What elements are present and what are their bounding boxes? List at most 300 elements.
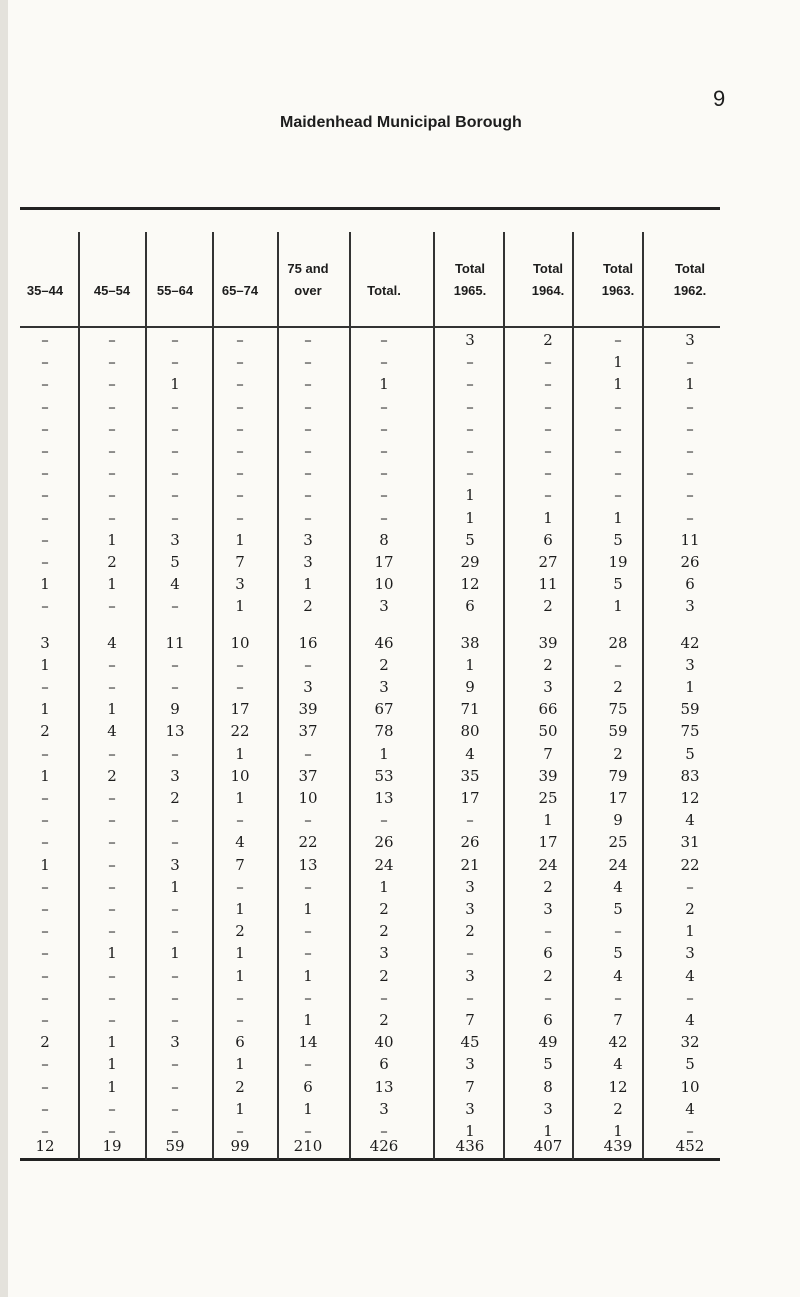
- table-cell: 1: [685, 922, 695, 941]
- table-cell: 1: [170, 944, 180, 963]
- table-cell: –: [304, 397, 312, 416]
- table-cell: 5: [613, 944, 623, 963]
- table-cell: 1: [543, 811, 553, 830]
- table-cell: 4: [613, 877, 623, 896]
- table-cell: –: [380, 508, 388, 527]
- table-cell: –: [108, 655, 116, 674]
- table-cell: 12: [460, 575, 480, 594]
- table-cell: –: [108, 900, 116, 918]
- table-cell: –: [304, 419, 312, 438]
- table-cell: 1: [107, 575, 117, 594]
- table-cell: 3: [465, 966, 475, 985]
- table-cell: 78: [374, 722, 394, 741]
- table-cell: –: [304, 744, 312, 763]
- table-cell: 4: [107, 633, 117, 652]
- table-cell: 3: [170, 1033, 180, 1052]
- table-cell: 2: [379, 655, 389, 674]
- table-cell: –: [171, 486, 179, 505]
- table-cell: –: [108, 597, 116, 616]
- table-cell: –: [41, 375, 49, 394]
- table-cell: 1: [613, 508, 623, 527]
- table-cell: –: [304, 944, 312, 963]
- column-header-line-1: [15, 258, 75, 280]
- header-rule: [20, 326, 720, 328]
- table-cell: –: [614, 988, 622, 1007]
- table-cell: –: [108, 397, 116, 416]
- table-cell: –: [171, 442, 179, 460]
- column-divider: [503, 232, 505, 1160]
- table-cell: 2: [379, 922, 389, 941]
- table-cell: 1: [107, 1033, 117, 1052]
- table-cell: 3: [379, 678, 389, 696]
- table-cell: 1: [40, 855, 50, 874]
- table-cell: –: [466, 988, 474, 1007]
- column-header-line-1: [352, 258, 416, 280]
- table-cell: –: [108, 375, 116, 394]
- table-cell: 2: [543, 597, 553, 616]
- table-cell: 1: [543, 1122, 553, 1140]
- table-cell: –: [614, 655, 622, 674]
- table-cell: –: [171, 922, 179, 941]
- table-cell: –: [686, 442, 694, 460]
- table-cell: –: [466, 944, 474, 963]
- table-cell: 1: [303, 575, 313, 594]
- table-cell: 3: [465, 877, 475, 896]
- table-cell: 9: [613, 811, 623, 830]
- table-cell: 38: [460, 633, 480, 652]
- table-cell: 2: [543, 877, 553, 896]
- table-cell: 1: [465, 508, 475, 527]
- table-cell: 39: [538, 766, 558, 785]
- table-cell: 4: [613, 966, 623, 985]
- table-cell: –: [686, 877, 694, 896]
- column-header: [439, 258, 501, 302]
- table-cell: –: [108, 1011, 116, 1029]
- table-cell: 79: [608, 766, 628, 785]
- table-cell: 4: [613, 1055, 623, 1074]
- table-cell: 3: [543, 1099, 553, 1118]
- table-cell: 4: [107, 722, 117, 741]
- table-cell: –: [171, 833, 179, 852]
- table-cell: 12: [608, 1077, 628, 1096]
- table-cell: 1: [465, 486, 475, 505]
- column-header-line-2: 1963.: [601, 283, 635, 298]
- table-cell: 3: [465, 1099, 475, 1118]
- table-cell: –: [41, 944, 49, 963]
- table-cell: 2: [107, 766, 117, 785]
- table-cell: 24: [608, 855, 628, 874]
- table-bottom-rule: [20, 1158, 720, 1161]
- table-cell: 2: [613, 678, 623, 696]
- table-cell: 19: [608, 553, 628, 571]
- table-cell: –: [466, 397, 474, 416]
- table-cell: 1: [235, 789, 245, 807]
- table-cell: 11: [680, 530, 700, 549]
- column-header: [276, 258, 340, 302]
- table-cell: 1: [107, 530, 117, 549]
- table-cell: 4: [685, 1099, 695, 1118]
- table-cell: –: [108, 1099, 116, 1118]
- table-cell: –: [236, 678, 244, 696]
- table-cell: 1: [685, 678, 695, 696]
- table-cell: 1: [107, 1055, 117, 1074]
- table-cell: –: [236, 811, 244, 830]
- table-cell: –: [686, 419, 694, 438]
- column-header: [212, 258, 268, 302]
- column-header: [84, 258, 140, 302]
- column-header: [653, 258, 727, 302]
- table-cell: –: [41, 988, 49, 1007]
- table-cell: 26: [374, 833, 394, 852]
- table-cell: –: [41, 1055, 49, 1074]
- table-cell: 3: [303, 553, 313, 571]
- table-cell: 50: [538, 722, 558, 741]
- table-cell: –: [466, 442, 474, 460]
- table-cell: –: [108, 331, 116, 349]
- table-cell: –: [380, 331, 388, 349]
- table-cell: 3: [170, 766, 180, 785]
- table-cell: 1: [235, 900, 245, 918]
- table-cell: 3: [685, 944, 695, 963]
- table-cell: –: [544, 397, 552, 416]
- table-cell: –: [304, 1122, 312, 1140]
- table-cell: –: [544, 988, 552, 1007]
- table-cell: –: [171, 678, 179, 696]
- table-cell: 1: [40, 655, 50, 674]
- table-cell: –: [41, 1122, 49, 1140]
- table-cell: –: [236, 486, 244, 505]
- total-cell: 436: [455, 1137, 485, 1155]
- table-cell: 42: [608, 1033, 628, 1052]
- table-cell: 24: [538, 855, 558, 874]
- table-cell: 5: [465, 530, 475, 549]
- table-top-rule: [20, 207, 720, 210]
- table-cell: 5: [685, 744, 695, 763]
- column-header-line-2: 65–74: [221, 283, 259, 298]
- page-number: 9: [713, 86, 726, 111]
- table-cell: –: [171, 1055, 179, 1074]
- table-cell: –: [41, 922, 49, 941]
- table-cell: –: [41, 464, 49, 483]
- column-header-line-1: 75 and: [287, 261, 329, 276]
- table-cell: 3: [170, 855, 180, 874]
- table-cell: –: [686, 508, 694, 527]
- table-cell: –: [236, 988, 244, 1007]
- table-cell: 7: [543, 744, 553, 763]
- table-cell: 80: [460, 722, 480, 741]
- table-cell: 83: [680, 766, 700, 785]
- table-cell: 2: [379, 966, 389, 985]
- table-cell: –: [41, 442, 49, 460]
- table-cell: 3: [685, 597, 695, 616]
- table-cell: –: [304, 331, 312, 349]
- table-cell: 75: [680, 722, 700, 741]
- table-cell: 3: [40, 633, 50, 652]
- table-cell: 59: [608, 722, 628, 741]
- table-cell: –: [304, 508, 312, 527]
- table-cell: –: [108, 419, 116, 438]
- table-cell: –: [544, 442, 552, 460]
- table-cell: –: [686, 464, 694, 483]
- table-cell: 2: [235, 1077, 245, 1096]
- table-cell: –: [171, 655, 179, 674]
- table-cell: 53: [374, 766, 394, 785]
- table-cell: –: [171, 988, 179, 1007]
- table-cell: 17: [230, 700, 250, 719]
- table-cell: –: [544, 353, 552, 372]
- table-cell: 1: [170, 375, 180, 394]
- table-cell: 2: [170, 789, 180, 807]
- table-cell: –: [236, 508, 244, 527]
- table-cell: 46: [374, 633, 394, 652]
- table-cell: –: [108, 1122, 116, 1140]
- table-cell: 17: [608, 789, 628, 807]
- table-cell: –: [108, 789, 116, 807]
- table-cell: 5: [613, 900, 623, 918]
- table-cell: 7: [613, 1011, 623, 1029]
- table-cell: 7: [235, 855, 245, 874]
- table-cell: 3: [543, 678, 553, 696]
- table-cell: –: [544, 375, 552, 394]
- table-cell: –: [41, 877, 49, 896]
- table-cell: 5: [685, 1055, 695, 1074]
- table-cell: 42: [680, 633, 700, 652]
- table-cell: –: [108, 811, 116, 830]
- table-cell: –: [171, 331, 179, 349]
- table-cell: –: [108, 966, 116, 985]
- table-cell: –: [41, 597, 49, 616]
- table-cell: –: [171, 353, 179, 372]
- table-cell: –: [544, 922, 552, 941]
- column-header-line-1: Total: [532, 261, 564, 276]
- table-cell: 10: [298, 789, 318, 807]
- table-cell: 28: [608, 633, 628, 652]
- column-header-line-1: Total: [674, 261, 706, 276]
- table-cell: 59: [680, 700, 700, 719]
- table-cell: 6: [543, 944, 553, 963]
- page-edge-shadow: [0, 0, 8, 1297]
- table-cell: 1: [235, 966, 245, 985]
- column-header-line-2: 1964.: [531, 283, 565, 298]
- table-cell: 13: [165, 722, 185, 741]
- table-cell: 4: [235, 833, 245, 852]
- table-cell: –: [171, 1077, 179, 1096]
- table-cell: 13: [374, 789, 394, 807]
- column-header-line-1: [212, 258, 268, 280]
- table-cell: 40: [374, 1033, 394, 1052]
- table-cell: –: [236, 1011, 244, 1029]
- table-cell: 1: [40, 766, 50, 785]
- table-cell: 2: [613, 1099, 623, 1118]
- table-cell: 6: [543, 1011, 553, 1029]
- table-cell: 1: [379, 877, 389, 896]
- table-cell: –: [380, 397, 388, 416]
- total-cell: 439: [603, 1137, 633, 1155]
- table-cell: 1: [235, 530, 245, 549]
- table-cell: –: [41, 811, 49, 830]
- table-cell: 11: [538, 575, 558, 594]
- column-header-line-2: 55–64: [156, 283, 194, 298]
- table-cell: –: [171, 1099, 179, 1118]
- table-cell: 10: [230, 766, 250, 785]
- table-cell: –: [108, 744, 116, 763]
- table-cell: 2: [685, 900, 695, 918]
- table-cell: –: [304, 486, 312, 505]
- table-cell: 26: [680, 553, 700, 571]
- table-cell: 10: [680, 1077, 700, 1096]
- table-cell: 1: [613, 353, 623, 372]
- table-cell: –: [41, 353, 49, 372]
- table-cell: 6: [303, 1077, 313, 1096]
- table-cell: 17: [538, 833, 558, 852]
- table-cell: –: [614, 464, 622, 483]
- table-cell: 4: [685, 811, 695, 830]
- table-cell: –: [108, 988, 116, 1007]
- table-cell: –: [236, 464, 244, 483]
- column-header: [352, 258, 416, 302]
- table-cell: –: [686, 1122, 694, 1140]
- table-cell: –: [171, 397, 179, 416]
- table-cell: 1: [543, 508, 553, 527]
- table-cell: –: [304, 353, 312, 372]
- table-cell: 71: [460, 700, 480, 719]
- total-cell: 12: [35, 1137, 55, 1155]
- table-cell: 49: [538, 1033, 558, 1052]
- table-cell: 2: [40, 1033, 50, 1052]
- table-cell: 25: [538, 789, 558, 807]
- table-cell: 17: [374, 553, 394, 571]
- column-header-line-1: [147, 258, 203, 280]
- table-cell: 11: [165, 633, 185, 652]
- table-cell: 29: [460, 553, 480, 571]
- table-cell: 1: [303, 966, 313, 985]
- table-cell: –: [108, 353, 116, 372]
- table-cell: 13: [298, 855, 318, 874]
- table-cell: 6: [543, 530, 553, 549]
- table-cell: –: [41, 530, 49, 549]
- table-cell: –: [171, 419, 179, 438]
- column-header: [15, 258, 75, 302]
- table-cell: 3: [379, 944, 389, 963]
- table-cell: –: [686, 486, 694, 505]
- column-header-line-1: Total: [454, 261, 486, 276]
- table-cell: –: [171, 1122, 179, 1140]
- table-cell: –: [41, 397, 49, 416]
- table-cell: 1: [303, 900, 313, 918]
- table-cell: –: [236, 655, 244, 674]
- table-cell: –: [236, 353, 244, 372]
- table-cell: –: [41, 1077, 49, 1096]
- table-cell: –: [41, 789, 49, 807]
- table-cell: –: [686, 397, 694, 416]
- column-header: [147, 258, 203, 302]
- table-cell: –: [108, 464, 116, 483]
- table-cell: –: [304, 442, 312, 460]
- table-cell: –: [614, 922, 622, 941]
- table-cell: 3: [685, 331, 695, 349]
- table-cell: 32: [680, 1033, 700, 1052]
- column-divider: [78, 232, 80, 1160]
- table-cell: 9: [465, 678, 475, 696]
- table-cell: –: [41, 1099, 49, 1118]
- table-cell: 5: [170, 553, 180, 571]
- total-cell: 426: [369, 1137, 399, 1155]
- table-cell: –: [108, 508, 116, 527]
- table-cell: 22: [680, 855, 700, 874]
- table-cell: 6: [685, 575, 695, 594]
- table-cell: –: [236, 397, 244, 416]
- column-header-line-1: [84, 258, 140, 280]
- table-cell: 1: [613, 1122, 623, 1140]
- table-cell: –: [41, 833, 49, 852]
- table-cell: 13: [374, 1077, 394, 1096]
- table-cell: –: [41, 1011, 49, 1029]
- table-cell: 1: [107, 944, 117, 963]
- table-cell: 1: [303, 1011, 313, 1029]
- total-cell: 59: [165, 1137, 185, 1155]
- table-cell: 4: [465, 744, 475, 763]
- table-cell: 2: [235, 922, 245, 941]
- table-cell: 16: [298, 633, 318, 652]
- column-header-line-2: 45–54: [93, 283, 131, 298]
- table-cell: –: [304, 655, 312, 674]
- table-cell: 2: [40, 722, 50, 741]
- table-cell: –: [41, 966, 49, 985]
- table-cell: –: [108, 922, 116, 941]
- table-cell: –: [614, 442, 622, 460]
- table-cell: –: [41, 553, 49, 571]
- column-header-line-2: over: [294, 283, 322, 298]
- table-cell: 2: [107, 553, 117, 571]
- table-cell: –: [380, 419, 388, 438]
- table-cell: 3: [303, 678, 313, 696]
- total-cell: 99: [230, 1137, 250, 1155]
- table-cell: –: [614, 419, 622, 438]
- total-cell: 407: [533, 1137, 563, 1155]
- table-cell: –: [108, 855, 116, 874]
- table-cell: –: [466, 464, 474, 483]
- table-cell: –: [236, 419, 244, 438]
- table-cell: 26: [460, 833, 480, 852]
- table-cell: 1: [40, 575, 50, 594]
- table-cell: 6: [465, 597, 475, 616]
- table-cell: –: [686, 353, 694, 372]
- table-cell: –: [380, 1122, 388, 1140]
- column-header-line-1: Total: [602, 261, 634, 276]
- table-cell: 1: [235, 744, 245, 763]
- table-cell: 67: [374, 700, 394, 719]
- table-cell: 1: [613, 597, 623, 616]
- table-cell: –: [466, 419, 474, 438]
- table-cell: –: [171, 744, 179, 763]
- table-cell: –: [41, 486, 49, 505]
- table-cell: –: [544, 464, 552, 483]
- table-cell: 17: [460, 789, 480, 807]
- table-cell: –: [236, 375, 244, 394]
- table-cell: 2: [465, 922, 475, 941]
- table-cell: 2: [379, 1011, 389, 1029]
- table-cell: –: [466, 375, 474, 394]
- table-cell: 8: [543, 1077, 553, 1096]
- table-cell: –: [304, 877, 312, 896]
- table-cell: –: [466, 353, 474, 372]
- table-cell: 35: [460, 766, 480, 785]
- table-cell: 5: [543, 1055, 553, 1074]
- table-cell: –: [41, 744, 49, 763]
- table-cell: –: [236, 877, 244, 896]
- table-cell: –: [304, 988, 312, 1007]
- table-cell: 3: [465, 1055, 475, 1074]
